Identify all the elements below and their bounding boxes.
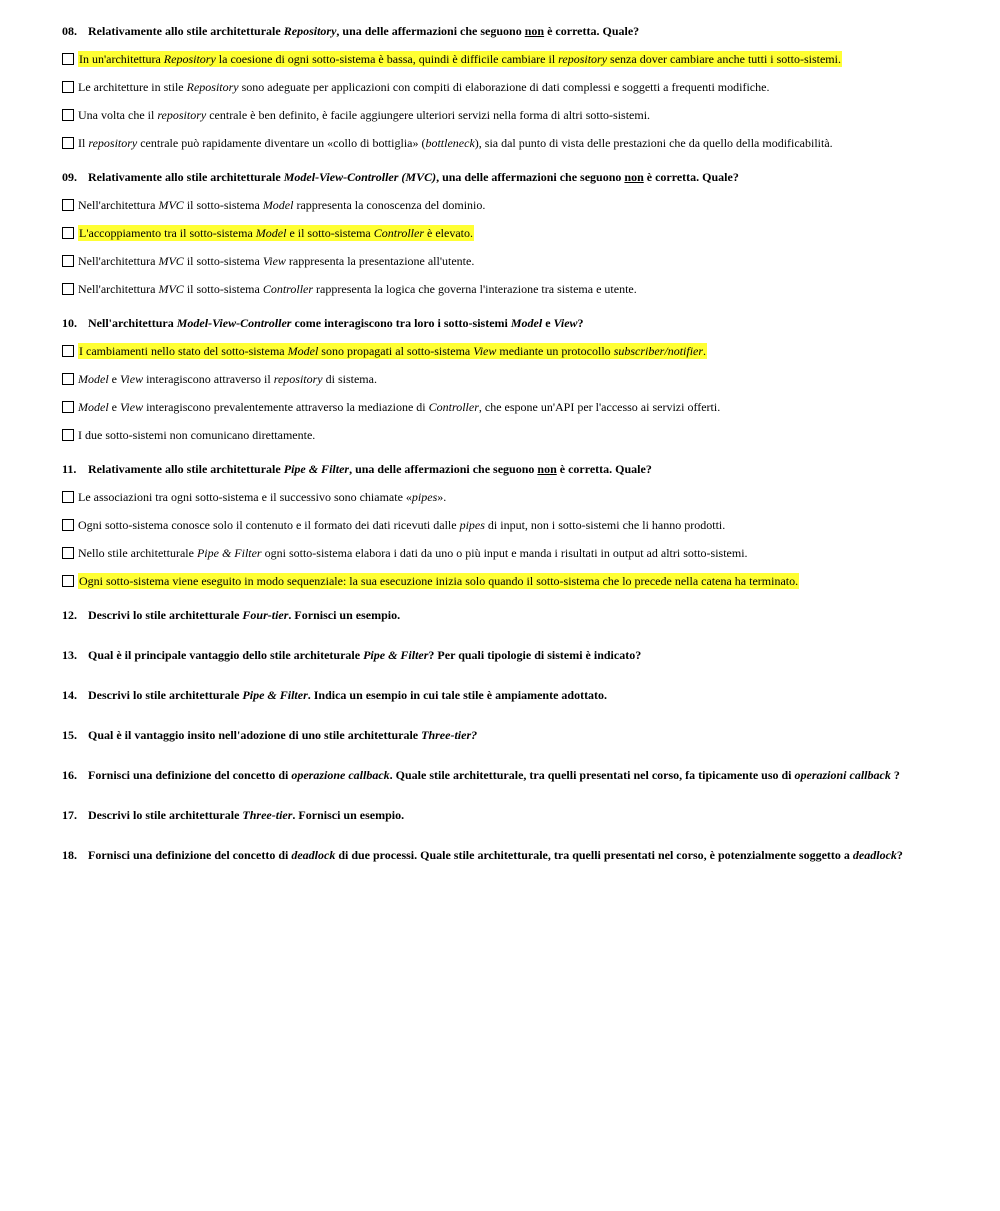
option-text: In un'architettura Repository la coesione di ogni sotto-sistema è bassa, quindi è difficile cambiare il repository senza dover cambiare anche tutti i sotto-sistemi. (79, 52, 841, 66)
options-09 (62, 191, 942, 303)
option-09-a[interactable] (62, 191, 942, 219)
question-11 (62, 462, 942, 595)
question-number: 11. (62, 462, 77, 476)
question-12: 12. Descrivi lo stile architetturale Four-tier. Fornisci un esempio. (62, 608, 401, 622)
question-15: 15. Qual è il vantaggio insito nell'adozione di uno stile architetturale Three-tier? (62, 728, 478, 742)
checkbox[interactable] (62, 199, 74, 211)
checkbox[interactable] (62, 53, 74, 65)
question-10 (62, 316, 942, 449)
option-text: Ogni sotto-sistema conosce solo il contenuto e il formato dei dati ricevuti dalle pipes di input, non i sotto-sistemi che li hanno prodotti. (78, 518, 726, 532)
checkbox[interactable] (62, 491, 74, 503)
question-08 (62, 24, 942, 157)
q-text-italic: Repository (283, 24, 337, 38)
checkbox[interactable] (62, 345, 74, 357)
checkbox[interactable] (62, 519, 74, 531)
question-11-title: 11. Relativamente allo stile architetturale Pipe & Filter, una delle affermazioni che seguono non è corretta. Quale? (62, 462, 652, 476)
option-10-a[interactable] (62, 337, 942, 365)
option-text: Model e View interagiscono attraverso il repository di sistema. (78, 372, 377, 386)
q-text-underlined: non (524, 24, 545, 38)
option-09-d[interactable] (62, 275, 942, 303)
question-08-title (62, 24, 942, 38)
q-text: , una delle affermazioni che seguono (336, 24, 525, 38)
checkbox[interactable] (62, 575, 74, 587)
options-10 (62, 337, 942, 449)
option-08-d[interactable] (62, 129, 942, 157)
option-11-b[interactable] (62, 511, 942, 539)
question-number: 09. (62, 170, 77, 184)
option-11-a[interactable] (62, 483, 942, 511)
checkbox[interactable] (62, 429, 74, 441)
option-09-b[interactable] (62, 219, 942, 247)
question-number: 13. (62, 648, 77, 662)
question-number: 17. (62, 808, 77, 822)
question-16: 16. Fornisci una definizione del concetto di operazione callback. Quale stile architetturale, tra quelli presentati nel corso, fa tipicamente uso di operazioni callback ? (62, 768, 900, 782)
option-08-b[interactable] (62, 73, 942, 101)
option-text: Nell'architettura MVC il sotto-sistema Controller rappresenta la logica che governa l'interazione tra sistema e utente. (78, 282, 637, 296)
option-text: Model e View interagiscono prevalentemente attraverso la mediazione di Controller, che espone un'API per l'accesso ai servizi offerti. (78, 400, 721, 414)
question-number: 15. (62, 728, 77, 742)
option-10-b[interactable] (62, 365, 942, 393)
option-text: Una volta che il repository centrale è ben definito, è facile aggiungere ulteriori servizi nella forma di altri sotto-sistemi. (78, 108, 651, 122)
question-17: 17. Descrivi lo stile architetturale Three-tier. Fornisci un esempio. (62, 808, 405, 822)
question-09-title: 09. Relativamente allo stile architetturale Model-View-Controller (MVC), una delle affermazioni che seguono non è corretta. Quale? (62, 170, 739, 184)
option-10-c[interactable] (62, 393, 942, 421)
option-text: L'accoppiamento tra il sotto-sistema Model e il sotto-sistema Controller è elevato. (79, 226, 473, 240)
option-08-c[interactable] (62, 101, 942, 129)
option-text: Il repository centrale può rapidamente diventare un «collo di bottiglia» (bottleneck), sia dal punto di vista delle prestazioni che da quello della modificabilità. (78, 136, 833, 150)
option-text: Ogni sotto-sistema viene eseguito in modo sequenziale: la sua esecuzione inizia solo quando il sotto-sistema che lo precede nella catena ha terminato. (79, 574, 799, 588)
checkbox[interactable] (62, 227, 74, 239)
question-number: 18. (62, 848, 77, 862)
options-11 (62, 483, 942, 595)
question-number: 14. (62, 688, 77, 702)
question-number: 08. (62, 24, 77, 38)
question-14: 14. Descrivi lo stile architetturale Pipe & Filter. Indica un esempio in cui tale stile è ampiamente adottato. (62, 688, 608, 702)
checkbox[interactable] (62, 255, 74, 267)
option-text: I cambiamenti nello stato del sotto-sistema Model sono propagati al sotto-sistema View mediante un protocollo subscriber/notifier. (79, 344, 707, 358)
quiz-document (62, 24, 942, 888)
checkbox[interactable] (62, 109, 74, 121)
checkbox[interactable] (62, 547, 74, 559)
question-number: 16. (62, 768, 77, 782)
checkbox[interactable] (62, 81, 74, 93)
option-text: Nell'architettura MVC il sotto-sistema View rappresenta la presentazione all'utente. (78, 254, 475, 268)
option-text: Nell'architettura MVC il sotto-sistema Model rappresenta la conoscenza del dominio. (78, 198, 486, 212)
question-18: 18. Fornisci una definizione del concetto di deadlock di due processi. Quale stile architetturale, tra quelli presentati nel corso, è potenzialmente soggetto a deadlock? (62, 848, 903, 862)
q-text: Relativamente allo stile architetturale (88, 24, 284, 38)
checkbox[interactable] (62, 283, 74, 295)
option-text: Nello stile architetturale Pipe & Filter ogni sotto-sistema elabora i dati da uno o più input e manda i risultati in output ad altri sotto-sistemi. (78, 546, 748, 560)
options-08 (62, 45, 942, 157)
question-number: 12. (62, 608, 77, 622)
option-09-c[interactable] (62, 247, 942, 275)
question-10-title: 10. Nell'architettura Model-View-Controller come interagiscono tra loro i sotto-sistemi Model e View? (62, 316, 584, 330)
option-text: I due sotto-sistemi non comunicano direttamente. (78, 428, 316, 442)
question-09 (62, 170, 942, 303)
q-text: è corretta. Quale? (544, 24, 640, 38)
option-11-c[interactable] (62, 539, 942, 567)
option-11-d[interactable] (62, 567, 942, 595)
option-10-d[interactable] (62, 421, 942, 449)
checkbox[interactable] (62, 401, 74, 413)
option-text: Le architetture in stile Repository sono adeguate per applicazioni con compiti di elaborazione di dati complessi e soggetti a frequenti modifiche. (78, 80, 770, 94)
checkbox[interactable] (62, 137, 74, 149)
option-text: Le associazioni tra ogni sotto-sistema e il successivo sono chiamate «pipes». (78, 490, 447, 504)
checkbox[interactable] (62, 373, 74, 385)
option-08-a[interactable] (62, 45, 942, 73)
question-13: 13. Qual è il principale vantaggio dello stile architeturale Pipe & Filter? Per quali tipologie di sistemi è indicato? (62, 648, 642, 662)
question-number: 10. (62, 316, 77, 330)
